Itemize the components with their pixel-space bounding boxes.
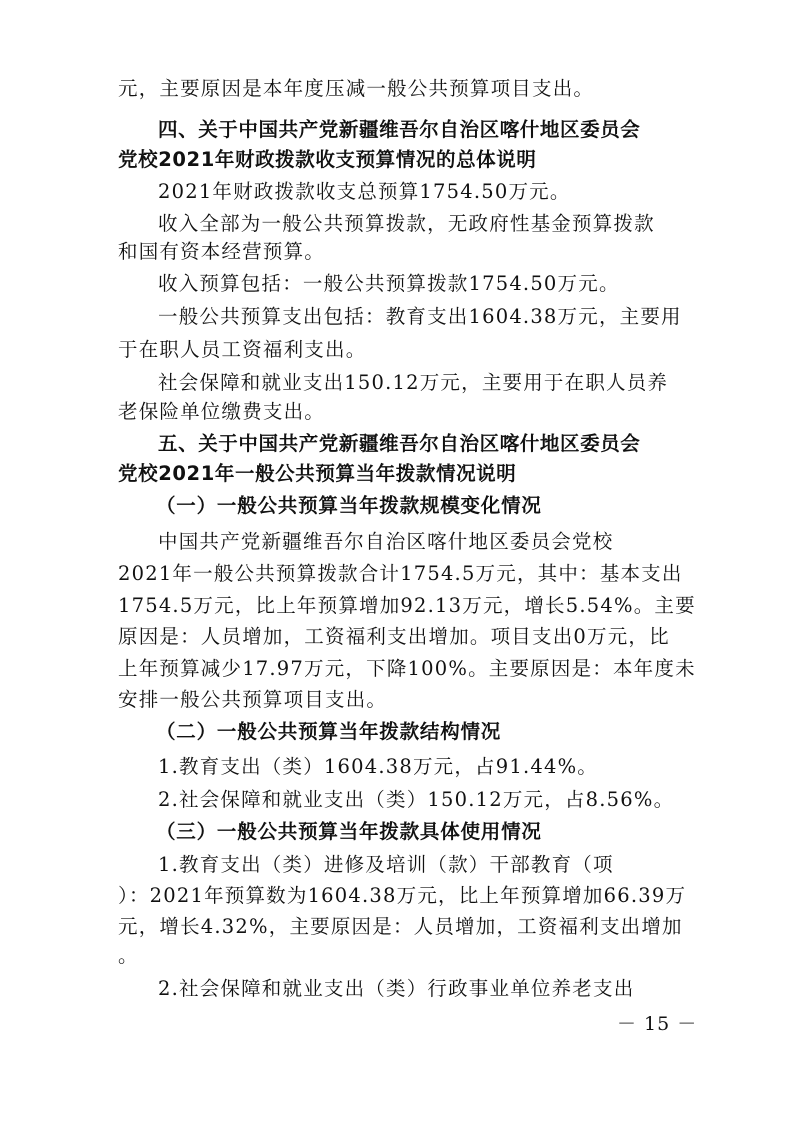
body-line: 2021年一般公共预算拨款合计1754.5万元，其中：基本支出 [118, 562, 683, 585]
body-line: 1.教育支出（类）1604.38万元，占91.44%。 [158, 755, 598, 778]
body-line: 安排一般公共预算项目支出。 [118, 688, 388, 711]
body-line: 社会保障和就业支出150.12万元，主要用于在职人员养 [158, 371, 669, 394]
body-line: 2.社会保障和就业支出（类）行政事业单位养老支出 [158, 977, 635, 1000]
body-line: 于在职人员工资福利支出。 [118, 338, 367, 361]
section-heading-5: 五、关于中国共产党新疆维吾尔自治区喀什地区委员会 [158, 432, 641, 455]
body-line: 1.教育支出（类）进修及培训（款）干部教育（项 [158, 853, 614, 876]
body-line: 2021年财政拨款收支总预算1754.50万元。 [158, 180, 571, 203]
body-line: 老保险单位缴费支出。 [118, 400, 326, 423]
section-heading-4-cont: 党校2021年财政拨款收支预算情况的总体说明 [118, 148, 537, 171]
body-line: 1754.5万元，比上年预算增加92.13万元，增长5.54%。主要 [118, 594, 696, 617]
body-line: 2.社会保障和就业支出（类）150.12万元，占8.56%。 [158, 788, 675, 811]
body-line: 原因是：人员增加，工资福利支出增加。项目支出0万元，比 [118, 625, 670, 648]
body-line: 中国共产党新疆维吾尔自治区喀什地区委员会党校 [158, 530, 614, 553]
body-line: ）：2021年预算数为1604.38万元，比上年预算增加66.39万 [118, 884, 687, 907]
subheading-3: （三）一般公共预算当年拨款具体使用情况 [156, 820, 542, 843]
body-line: 。 [118, 944, 139, 967]
section-heading-5-cont: 党校2021年一般公共预算当年拨款情况说明 [118, 462, 517, 485]
section-heading-4: 四、关于中国共产党新疆维吾尔自治区喀什地区委员会 [158, 118, 641, 141]
body-line: 元，增长4.32%，主要原因是：人员增加，工资福利支出增加 [118, 915, 683, 938]
subheading-1: （一）一般公共预算当年拨款规模变化情况 [156, 494, 542, 517]
subheading-2: （二）一般公共预算当年拨款结构情况 [156, 720, 502, 743]
body-line: 收入预算包括：一般公共预算拨款1754.50万元。 [158, 272, 620, 295]
body-line: 一般公共预算支出包括：教育支出1604.38万元，主要用 [158, 305, 682, 328]
body-line: 收入全部为一般公共预算拨款，无政府性基金预算拨款 [158, 212, 655, 235]
body-line: 元，主要原因是本年度压减一般公共预算项目支出。 [118, 77, 595, 100]
body-line: 上年预算减少17.97万元，下降100%。主要原因是：本年度未 [118, 657, 696, 680]
body-line: 和国有资本经营预算。 [118, 240, 326, 263]
page-number: － 15 － [617, 1013, 698, 1035]
